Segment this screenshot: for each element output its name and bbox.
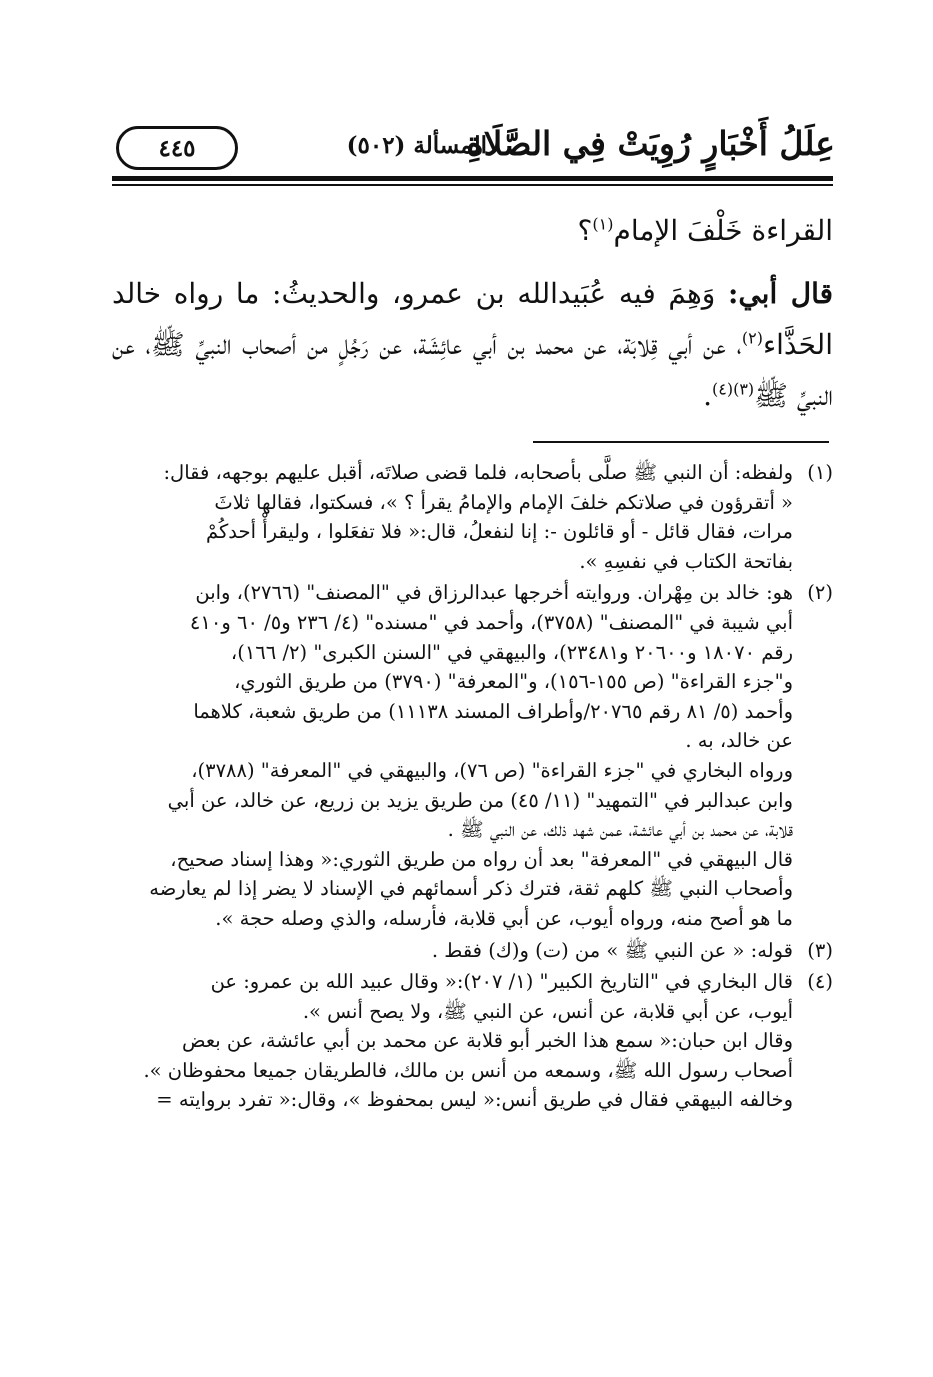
question-heading: [112, 208, 833, 254]
book-title: عِلَلُ أَخْبَارٍ رُوِيَتْ فِي الصَّلَاةِ: [466, 124, 835, 163]
answer-paragraph: [112, 268, 833, 421]
answer-part-1: وَهِمَ فيه عُبَيدالله بن عمرو، والحديثُ: ما رواه خالد الحَذَّاء: [112, 277, 833, 361]
footnote-line: مرات، فقال قائل - أو قائلون -: إنا لنفعلُ، قال:« فلا تفعَلوا ، وليقرأْ أحدكُمْ: [206, 520, 793, 544]
question-text: القراءة خَلْفَ الإمام: [613, 214, 833, 247]
footnote-line: هو: خالد بن مِهْران. وروايته أخرجها عبدالرزاق في "المصنف" (٢٧٦٦)، وابن: [195, 581, 793, 605]
header-rule-thin: [112, 184, 833, 186]
footnote-line: « أتقرؤون في صلاتكم خلفَ الإمام والإمامُ يقرأ ؟ »، فسكتوا، فقالها ثلاثَ: [214, 490, 793, 514]
footnote-line: ولفظه: أن النبي ﷺ صلَّى بأصحابه، فلما قضى صلاتَه، أقبل عليهم بوجهه، فقال:: [163, 461, 793, 484]
header-rule-thick: [112, 176, 833, 181]
footnote-4: [112, 967, 833, 1115]
footnote-line: رقم ١٨٠٧٠ و٢٠٦٠٠ و٢٣٤٨١)، والبيهقي في "السنن الكبرى" (٢/ ١٦٦)،: [230, 640, 793, 664]
footnote-1: [112, 458, 833, 576]
issue-label: المسألة (٥٠٢): [346, 132, 487, 159]
page-number-text: ٤٤٥: [158, 134, 196, 162]
footnote-line: وأصحاب النبي ﷺ كلهم ثقة، فترك ذكر أسمائهم في الإسناد لا يضر إذا لم يعارضه: [149, 877, 793, 901]
running-header: [110, 118, 835, 174]
footnote-line: قوله: « عن النبي ﷺ » من (ت) و(ك) فقط .: [431, 938, 793, 962]
footnote-number: (٢): [807, 581, 833, 605]
footnote-line: أبي شيبة في "المصنف" (٣٧٥٨)، وأحمد في "مسنده" (٤/ ٢٣٦ و٥/ ٦٠ و٤١٠: [189, 610, 793, 634]
footnote-line: بفاتحة الكتاب في نفسِهِ ».: [579, 549, 793, 573]
footnote-line: و"جزء القراءة" (ص ١٥٥-١٥٦)، و"المعرفة" (٣٧٩٠) من طريق الثوري،: [234, 670, 793, 694]
footnote-separator: [533, 441, 829, 443]
footnote-ref-1: (١): [592, 214, 614, 234]
footnote-line: ورواه البخاري في "جزء القراءة" (ص ٧٦)، والبيهقي في "المعرفة" (٣٧٨٨)،: [191, 758, 793, 782]
footnote-line: وأحمد (٥/ ٨١ رقم ٢٠٧٦٥/وأطراف المسند ١١١٣٨) من طريق شعبة، كلاهما: [193, 699, 793, 723]
answer-part-2: ، عن أبي قِلابَة، عن محمد بن أبي عائِشَة، عن رَجُلٍ من أصحاب النبيِّ ﷺ، عن النبيِّ ﷺ: [112, 328, 833, 412]
question-mark: ؟: [577, 214, 593, 247]
footnote-line: أيوب، عن أبي قلابة، عن أنس، عن النبي ﷺ، ولا يصح أنس ».: [302, 999, 793, 1023]
footnote-number: (١): [807, 461, 833, 484]
footnote-line: قال البيهقي في "المعرفة" بعد أن رواه من طريق الثوري:« وهذا إسناد صحيح،: [170, 847, 793, 871]
footnote-line: وابن عبدالبر في "التمهيد" (١١/ ٤٥) من طريق يزيد بن زريع، عن خالد، عن أبي: [167, 788, 793, 812]
main-text: [112, 208, 833, 421]
footnote-line: عن خالد، به .: [685, 729, 793, 753]
footnote-2: [112, 578, 833, 933]
page-number: [116, 126, 238, 170]
answer-part-3: .: [703, 379, 712, 412]
footnote-number: (٤): [807, 970, 833, 994]
footnote-line: ما هو أصح منه، ورواه أيوب، عن أبي قلابة، فأرسله، والذي وصله حجة ».: [215, 906, 793, 930]
answer-lead: قال أبي:: [727, 277, 833, 310]
footnote-ref-3-4: (٣)(٤): [712, 379, 755, 399]
footnote-line: قلابة، عن محمد بن أبي عائشة، عمن شهد ذلك، عن النبي ﷺ .: [447, 818, 793, 842]
footnote-line: قال البخاري في "التاريخ الكبير" (١/ ٢٠٧):« وقال عبيد الله بن عمرو: عن: [210, 970, 793, 994]
footnote-3: [112, 936, 833, 966]
footnotes: [112, 458, 833, 1117]
footnote-number: (٣): [807, 938, 833, 962]
footnote-line: وخالفه البيهقي فقال في طريق أنس:« ليس بمحفوظ »، وقال:« تفرد بروايته =: [156, 1088, 793, 1112]
footnote-line: أصحاب رسول الله ﷺ، وسمعه من أنس بن مالك، فالطريقان جميعا محفوظان ».: [143, 1058, 793, 1082]
footnote-line: وقال ابن حبان:« سمع هذا الخبر أبو قلابة عن محمد بن أبي عائشة، عن بعض: [181, 1029, 793, 1053]
footnote-ref-2: (٢): [741, 328, 763, 348]
